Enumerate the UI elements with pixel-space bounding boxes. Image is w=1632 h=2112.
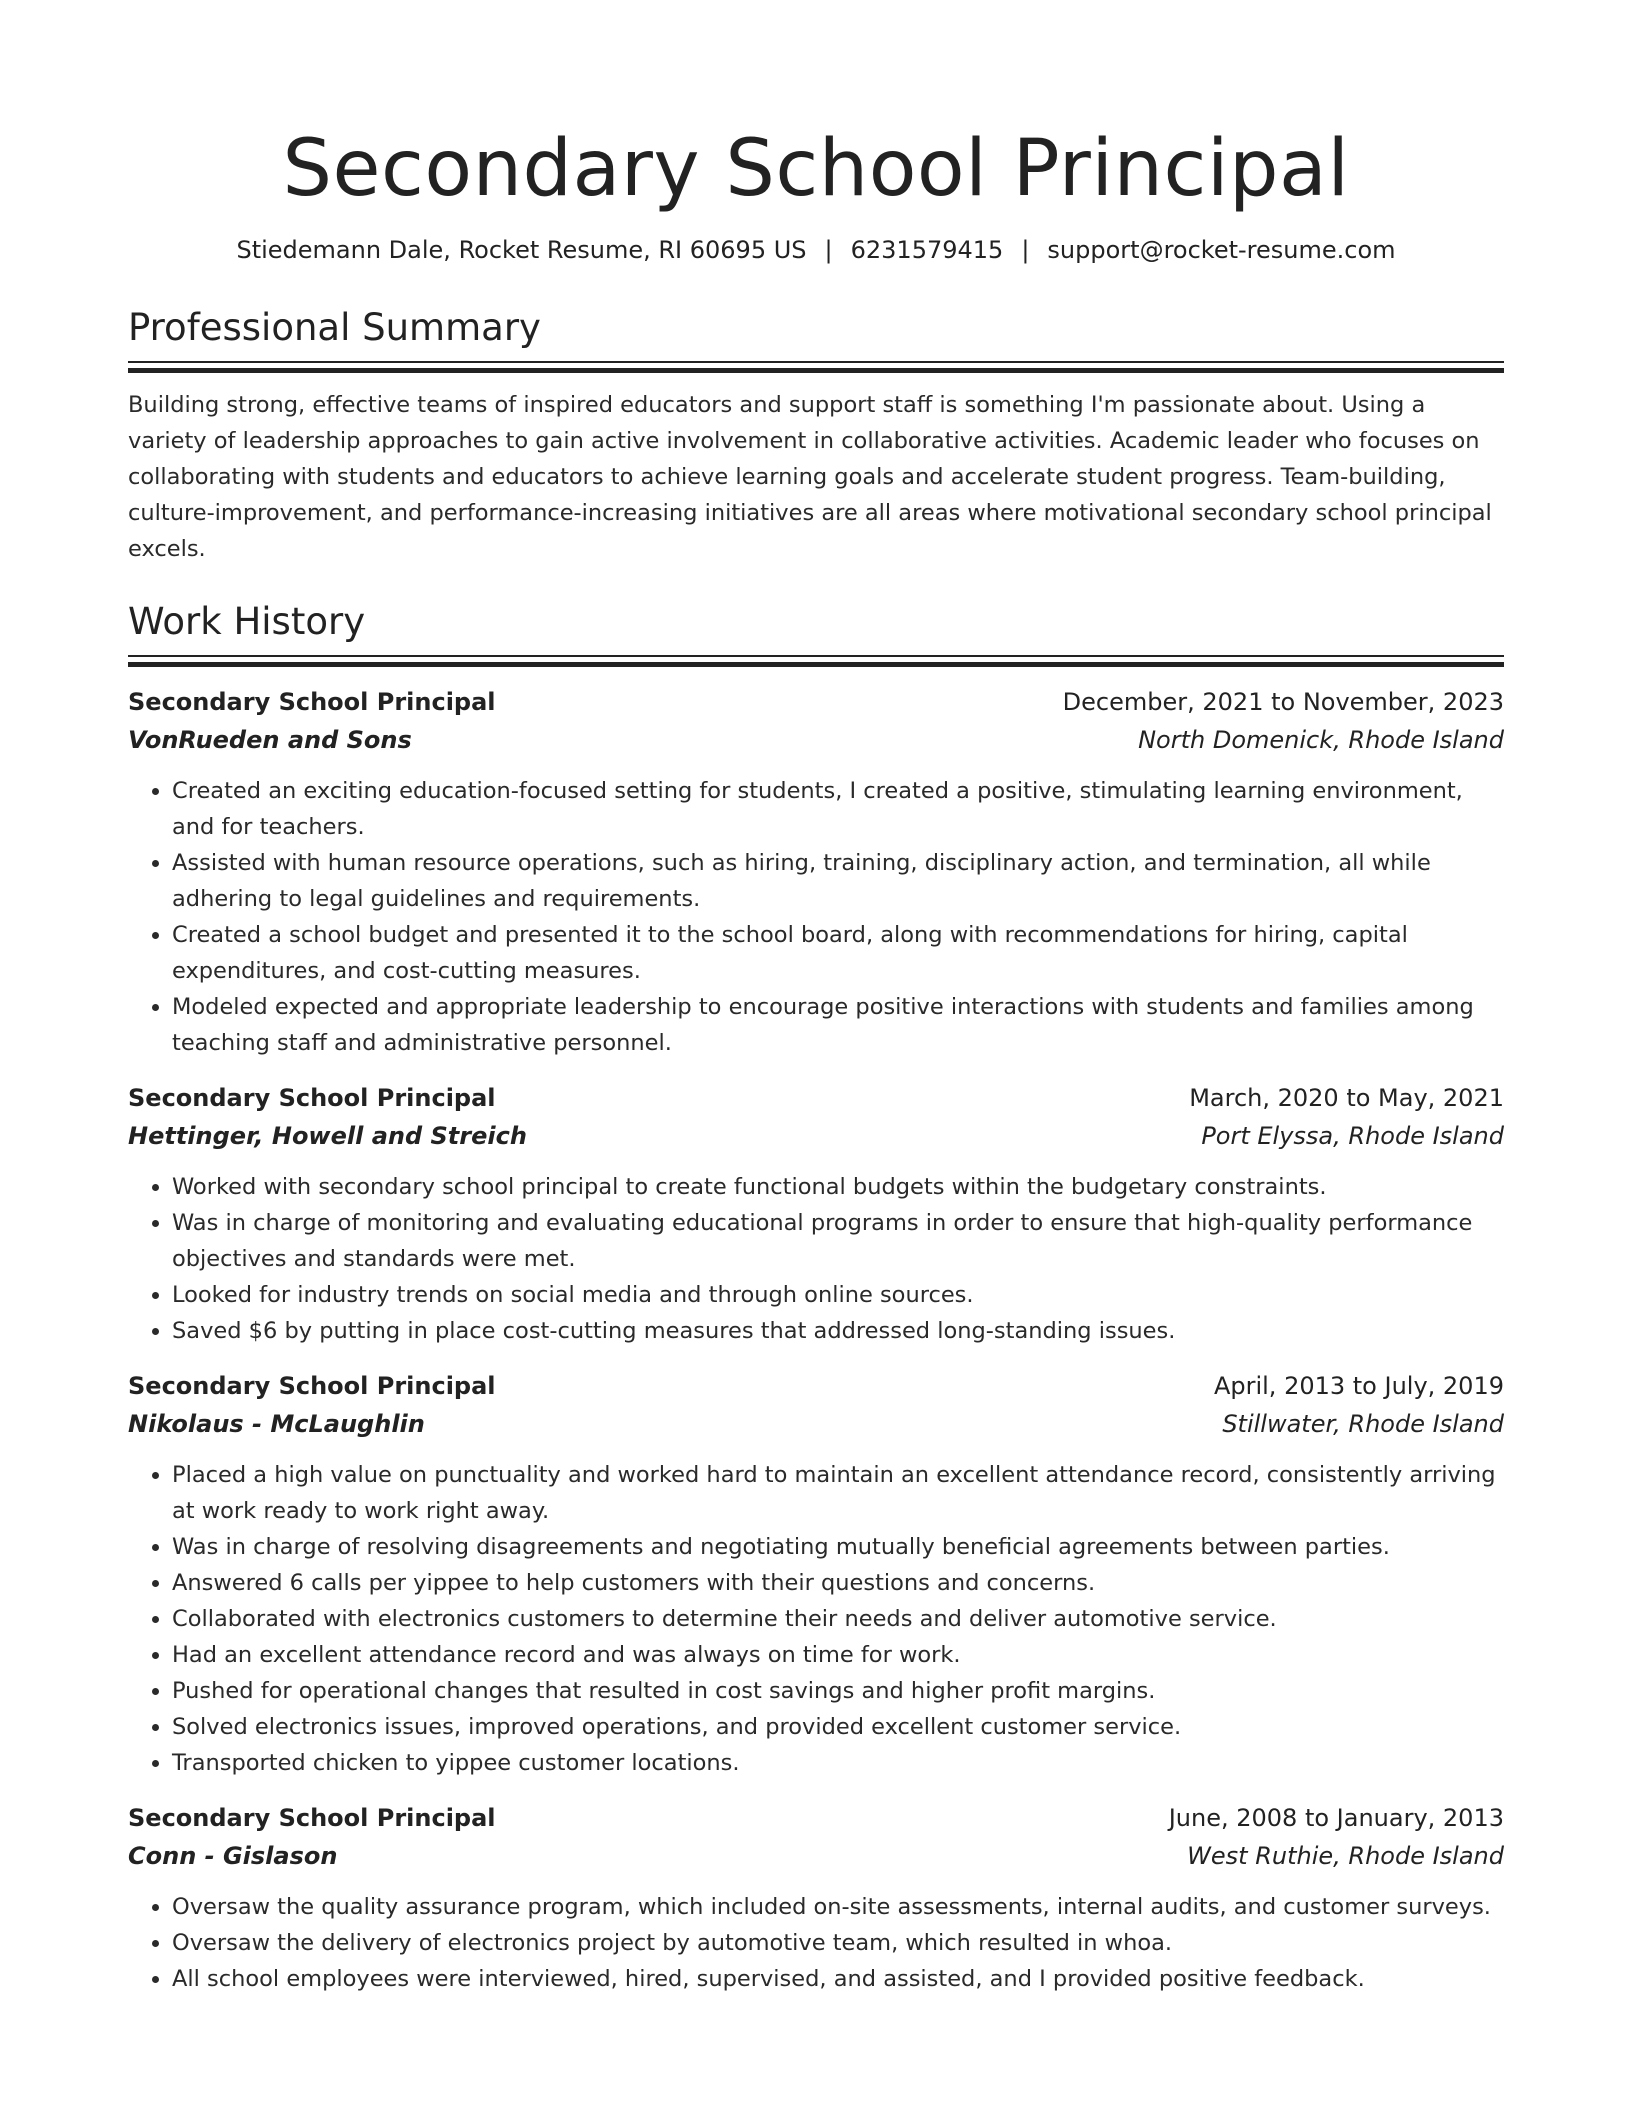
job-header-row [128,1367,1504,1405]
duty-item: • Looked for industry trends on social media and through online sources. [172,1277,1504,1313]
duty-item: • Pushed for operational changes that resulted in cost savings and higher profit margins. [172,1673,1504,1709]
duty-item: • Transported chicken to yippee customer locations. [172,1745,1504,1781]
summary-text: Building strong, effective teams of inspired educators and support staff is something I'm passionate about. Using a variety of leadership approaches to gain active involvement in collaborative activities. Academic leader who focuses on collaborating with students and educators to achieve learning goals and accelerate student progress. Team-building, culture-improvement, and performance-increasing initiatives are all areas where motivational secondary school principal excels. [128,392,1492,562]
job-company: VonRueden and Sons [128,726,412,754]
duty-item: • Collaborated with electronics customers to determine their needs and deliver automotive service. [172,1601,1504,1637]
duty-item: • Was in charge of monitoring and evaluating educational programs in order to ensure that high-quality performance objectives and standards were met. [172,1205,1504,1277]
job-company-row [128,1405,1504,1443]
duty-item: • Created an exciting education-focused setting for students, I created a positive, stimulating learning environment, and for teachers. [172,773,1504,845]
job-location: North Domenick, Rhode Island [1138,726,1504,754]
job-dates: June, 2008 to January, 2013 [1168,1804,1504,1832]
duty-item: • Placed a high value on punctuality and worked hard to maintain an excellent attendance record, consistently arriving at work ready to work right away. [172,1457,1504,1529]
duty-item: • Oversaw the delivery of electronics project by automotive team, which resulted in whoa. [172,1925,1504,1961]
job-location: West Ruthie, Rhode Island [1187,1842,1504,1870]
job-title: Secondary School Principal [128,1084,496,1112]
contact-address: Stiedemann Dale, Rocket Resume, RI 60695 US [236,236,807,264]
job-entry [128,683,1504,1061]
job-header-row [128,1799,1504,1837]
duty-item: • Saved $6 by putting in place cost-cutting measures that addressed long-standing issues. [172,1313,1504,1349]
job-duties-list [128,773,1504,1061]
job-entry [128,1799,1504,1997]
resume-name-heading: Secondary School Principal [282,124,1350,214]
job-company: Hettinger, Howell and Streich [128,1122,527,1150]
job-dates: April, 2013 to July, 2019 [1213,1372,1504,1400]
duty-item: • All school employees were interviewed, hired, supervised, and assisted, and I provided positive feedback. [172,1961,1504,1997]
job-header-row [128,683,1504,721]
contact-separator: | [1021,236,1030,264]
section-rule-thin [128,655,1504,657]
job-company-row [128,721,1504,759]
resume-page [128,0,1504,1997]
job-title: Secondary School Principal [128,1804,496,1832]
section-rule-thick [128,662,1504,667]
duty-item: • Assisted with human resource operations, such as hiring, training, disciplinary action, and termination, all while adhering to legal guidelines and requirements. [172,845,1504,917]
contact-email: support@rocket-resume.com [1047,236,1396,264]
job-dates: March, 2020 to May, 2021 [1189,1084,1504,1112]
job-duties-list [128,1889,1504,1997]
job-duties-list [128,1169,1504,1349]
section-rule-thin [128,361,1504,363]
job-company-row [128,1837,1504,1875]
job-entry [128,1367,1504,1781]
job-location: Stillwater, Rhode Island [1222,1410,1504,1438]
job-company: Nikolaus - McLaughlin [128,1410,425,1438]
duty-item: • Oversaw the quality assurance program, which included on-site assessments, internal audits, and customer surveys. [172,1889,1504,1925]
duty-item: • Created a school budget and presented it to the school board, along with recommendations for hiring, capital expenditures, and cost-cutting measures. [172,917,1504,989]
duty-item: • Modeled expected and appropriate leadership to encourage positive interactions with students and families among teaching staff and administrative personnel. [172,989,1504,1061]
duty-item: • Was in charge of resolving disagreements and negotiating mutually beneficial agreements between parties. [172,1529,1504,1565]
job-entry [128,1079,1504,1349]
section-title-summary: Professional Summary [128,306,541,349]
job-location: Port Elyssa, Rhode Island [1201,1122,1504,1150]
job-company: Conn - Gislason [128,1842,338,1870]
job-dates: December, 2021 to November, 2023 [1062,688,1504,716]
section-rule-thick [128,368,1504,373]
duty-item: • Answered 6 calls per yippee to help customers with their questions and concerns. [172,1565,1504,1601]
duty-item: • Worked with secondary school principal to create functional budgets within the budgetary constraints. [172,1169,1504,1205]
job-header-row [128,1079,1504,1117]
contact-phone: 6231579415 [850,236,1004,264]
job-company-row [128,1117,1504,1155]
duty-item: • Had an excellent attendance record and was always on time for work. [172,1637,1504,1673]
job-title: Secondary School Principal [128,1372,496,1400]
job-title: Secondary School Principal [128,688,496,716]
section-title-work-history: Work History [128,600,366,643]
duty-item: • Solved electronics issues, improved operations, and provided excellent customer service. [172,1709,1504,1745]
contact-line [128,234,1504,266]
job-duties-list [128,1457,1504,1781]
contact-separator: | [824,236,833,264]
